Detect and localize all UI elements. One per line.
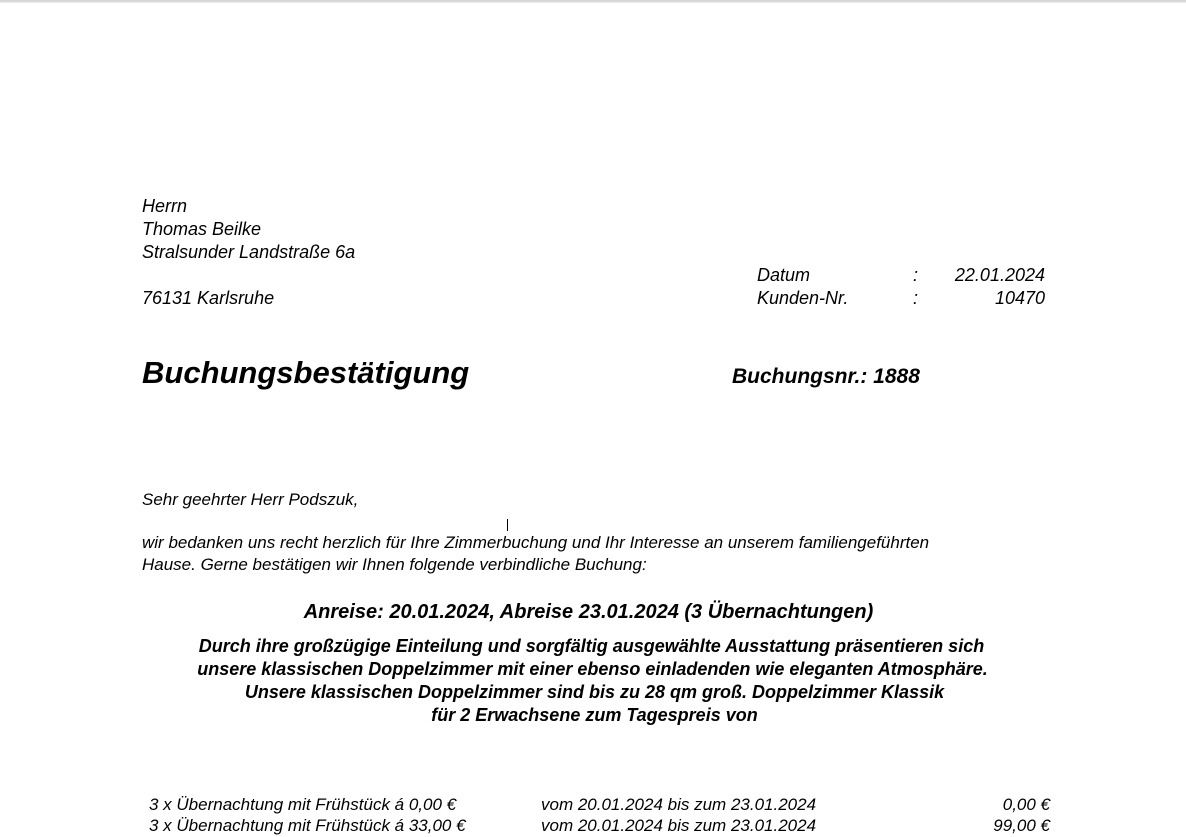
line-item-period: vom 20.01.2024 bis zum 23.01.2024	[541, 816, 817, 835]
line-item-period: vom 20.01.2024 bis zum 23.01.2024	[541, 795, 817, 814]
line-item-description: 3 x Übernachtung mit Frühstück á 33,00 €	[149, 816, 466, 835]
room-description-line-3: Unsere klassischen Doppelzimmer sind bis zu 28 qm groß. Doppelzimmer Klassik	[244, 682, 945, 702]
customer-number-colon: :	[913, 288, 919, 308]
intro-line-2: Hause. Gerne bestätigen wir Ihnen folgende verbindliche Buchung:	[142, 555, 647, 574]
recipient-city: 76131 Karlsruhe	[142, 288, 275, 308]
room-description-line-2: unsere klassischen Doppelzimmer mit einer ebenso einladenden wie eleganten Atmosphäre.	[197, 659, 988, 679]
greeting: Sehr geehrter Herr Podszuk,	[142, 490, 359, 509]
room-description-line-4: für 2 Erwachsene zum Tagespreis von	[431, 705, 758, 725]
line-item-description: 3 x Übernachtung mit Frühstück á 0,00 €	[149, 795, 457, 814]
recipient-street: Stralsunder Landstraße 6a	[142, 242, 356, 262]
date-colon: :	[913, 265, 919, 285]
line-item-amount: 0,00 €	[1002, 795, 1050, 814]
booking-number: Buchungsnr.: 1888	[732, 365, 920, 388]
document-title: Buchungsbestätigung	[142, 355, 470, 390]
date-value: 22.01.2024	[954, 265, 1045, 285]
date-label: Datum	[757, 265, 811, 285]
recipient-salutation: Herrn	[142, 196, 188, 216]
recipient-name: Thomas Beilke	[142, 219, 262, 239]
intro-line-1: wir bedanken uns recht herzlich für Ihre Zimmerbuchung und Ihr Interesse an unserem familiengeführten	[142, 533, 930, 552]
line-item-amount: 99,00 €	[993, 816, 1050, 835]
text-cursor	[507, 519, 508, 531]
room-description-line-1: Durch ihre großzügige Einteilung und sorgfältig ausgewählte Ausstattung präsentieren sich	[198, 636, 985, 656]
customer-number-value: 10470	[994, 288, 1045, 308]
customer-number-label: Kunden-Nr.	[757, 288, 849, 308]
stay-summary: Anreise: 20.01.2024, Abreise 23.01.2024 (3 Übernachtungen)	[303, 601, 874, 623]
